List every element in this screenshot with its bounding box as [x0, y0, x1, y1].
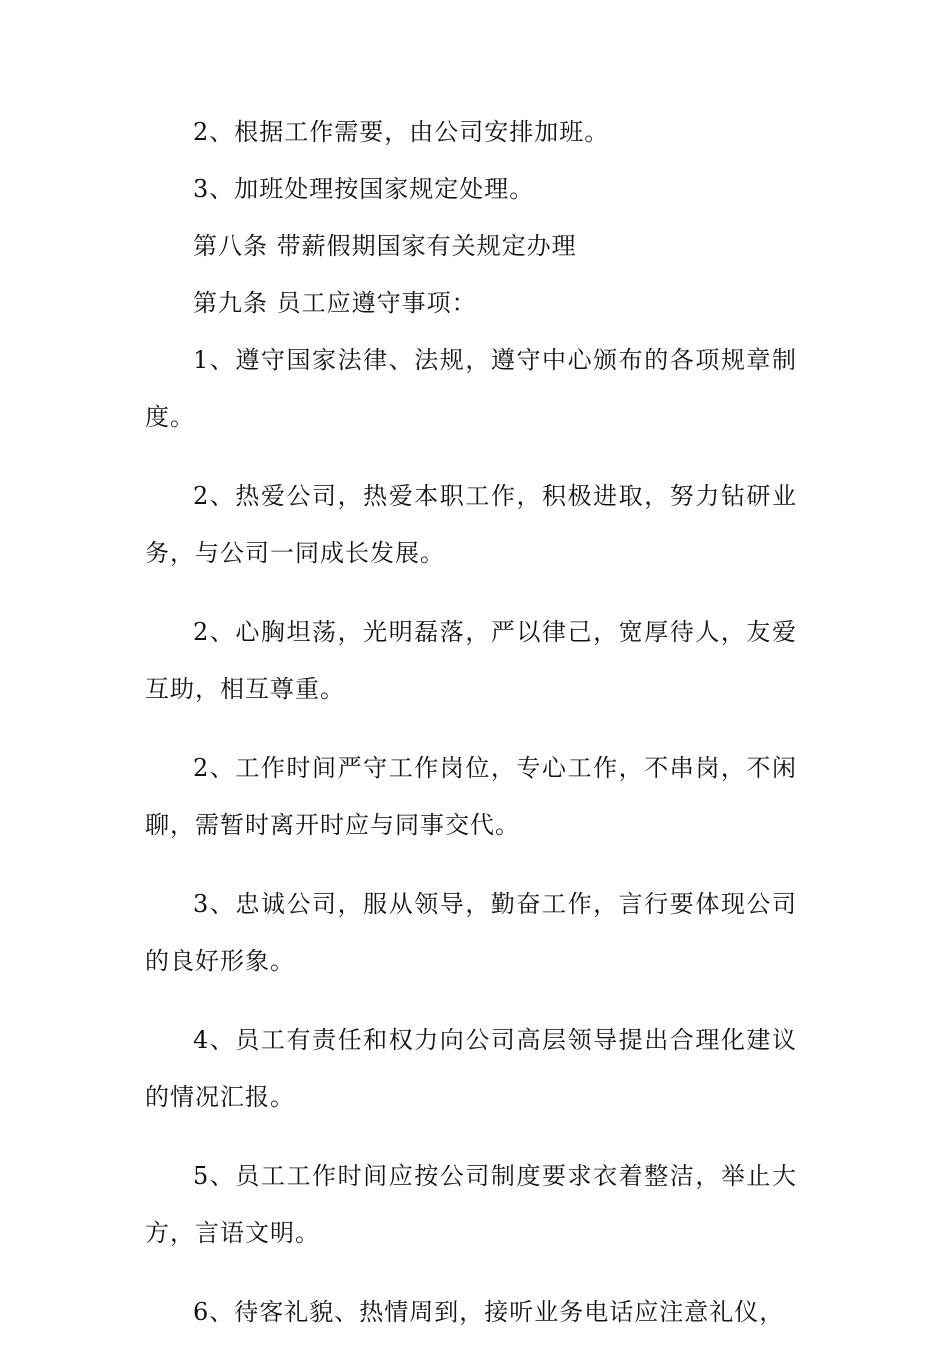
- article-8-heading: 第八条 带薪假期国家有关规定办理: [193, 232, 577, 260]
- rule-item-2c: 2、工作时间严守工作岗位，专心工作，不串岗，不闲聊，需暂时离开时应与同事交代。: [145, 754, 797, 839]
- rule-item-6: 6、待客礼貌、热情周到，接听业务电话应注意礼仪，: [193, 1298, 785, 1326]
- paragraph-overtime-2: 2、根据工作需要，由公司安排加班。: [193, 118, 610, 146]
- rule-item-2b: 2、心胸坦荡，光明磊落，严以律己，宽厚待人，友爱互助，相互尊重。: [145, 618, 797, 703]
- article-9-heading: 第九条 员工应遵守事项：: [193, 289, 477, 317]
- rule-item-2a: 2、热爱公司，热爱本职工作，积极进取，努力钻研业务，与公司一同成长发展。: [145, 482, 797, 567]
- document-body: [145, 104, 797, 1363]
- rule-item-3: 3、忠诚公司，服从领导，勤奋工作，言行要体现公司的良好形象。: [145, 890, 797, 975]
- rule-item-1: 1、遵守国家法律、法规，遵守中心颁布的各项规章制度。: [145, 346, 797, 431]
- rule-item-5: 5、员工工作时间应按公司制度要求衣着整洁，举止大方，言语文明。: [145, 1162, 797, 1247]
- paragraph-overtime-3: 3、加班处理按国家规定处理。: [193, 175, 535, 203]
- rule-item-4: 4、员工有责任和权力向公司高层领导提出合理化建议的情况汇报。: [145, 1026, 797, 1111]
